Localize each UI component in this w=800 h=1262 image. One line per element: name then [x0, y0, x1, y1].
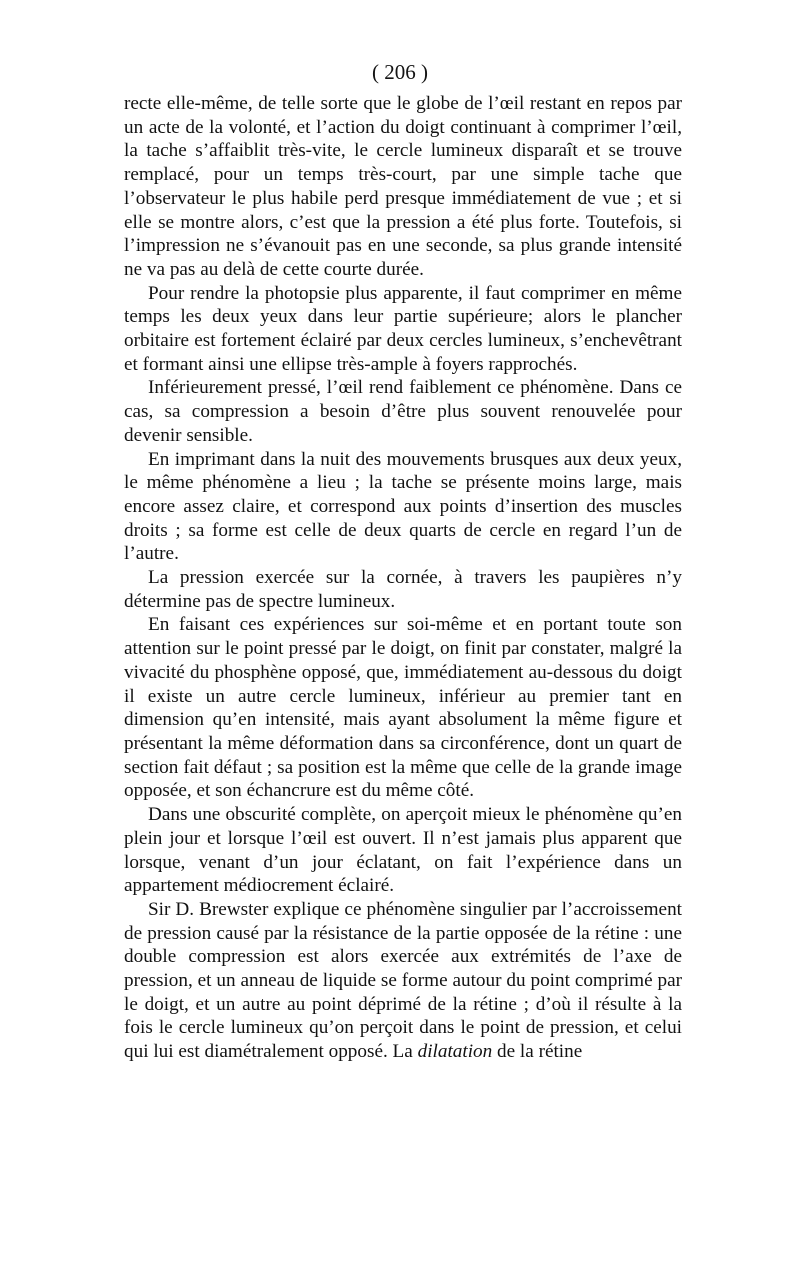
body-text	[124, 92, 682, 1064]
paragraph-obscurite: Dans une obscurité complète, on aperçoit mieux le phénomène qu’en plein jour et lorsque l’œil est ouvert. Il n’est jamais plus apparent que lorsque, venant d’un jour éclatant, on fait l’expérience dans un appartement médiocrement éclairé.	[124, 804, 682, 897]
paragraph-brewster	[124, 898, 682, 1064]
paragraph-cornee: La pression exercée sur la cornée, à travers les paupières n’y détermine pas de spectre lumineux.	[124, 567, 682, 612]
paragraph-experiences: En faisant ces expériences sur soi-même et en portant toute son attention sur le point pressé par le doigt, on finit par constater, malgré la vivacité du phosphène opposé, que, immédiatement au-dessous du doigt il existe un autre cercle lumineux, inférieur au premier tant en dimension qu’en intensité, mais ayant absolument la même figure et présentant la même déformation dans sa circonférence, dont un quart de section fait défaut ; sa position est la même que celle de la grande image opposée, et son échancrure est du même côté.	[124, 614, 682, 802]
page-number: ( 206 )	[372, 60, 428, 84]
paragraph-photopsie: Pour rendre la photopsie plus apparente, il faut comprimer en même temps les deux yeux dans leur partie supérieure; alors le plancher orbitaire est fortement éclairé par deux cercles lumineux, s’enchevêtrant et formant ainsi une ellipse très-ample à foyers rapprochés.	[124, 282, 682, 375]
brewster-text-end: de la rétine	[492, 1041, 583, 1063]
italic-term: dilatation	[417, 1041, 493, 1063]
brewster-text: Sir D. Brewster explique ce phénomène singulier par l’accroissement de pression causé par la résistance de la partie opposée de la rétine : une double compression est alors exercée aux extrémités de l’axe de pression, et un anneau de liquide se forme autour du point comprimé par le doigt, et un autre au point déprimé de la rétine ; d’où il résulte à la fois le cercle lumineux qu’on perçoit dans le point de pression, et celui qui lui est diamétralement opposé. La	[124, 898, 682, 1063]
paragraph-inferieurement: Inférieurement pressé, l’œil rend faiblement ce phénomène. Dans ce cas, sa compression a besoin d’être plus souvent renouvelée pour devenir sensible.	[124, 377, 682, 446]
paragraph-continued: recte elle-même, de telle sorte que le globe de l’œil restant en repos par un acte de la volonté, et l’action du doigt continuant à comprimer l’œil, la tache s’affaiblit très-vite, le cercle lumineux disparaît et se trouve remplacé, pour un temps très-court, par une simple tache que l’observateur le plus habile perd presque immédiatement de vue ; et si elle se montre alors, c’est que la pression a été plus forte. Toutefois, si l’impression ne s’évanouit pas en une seconde, sa plus grande intensité ne va pas au delà de cette courte durée.	[124, 93, 682, 280]
paragraph-mouvements: En imprimant dans la nuit des mouvements brusques aux deux yeux, le même phénomène a lieu ; la tache se présente moins large, mais encore assez claire, et correspond aux points d’insertion des muscles droits ; sa forme est celle de deux quarts de cercle en regard l’un de l’autre.	[124, 448, 682, 565]
